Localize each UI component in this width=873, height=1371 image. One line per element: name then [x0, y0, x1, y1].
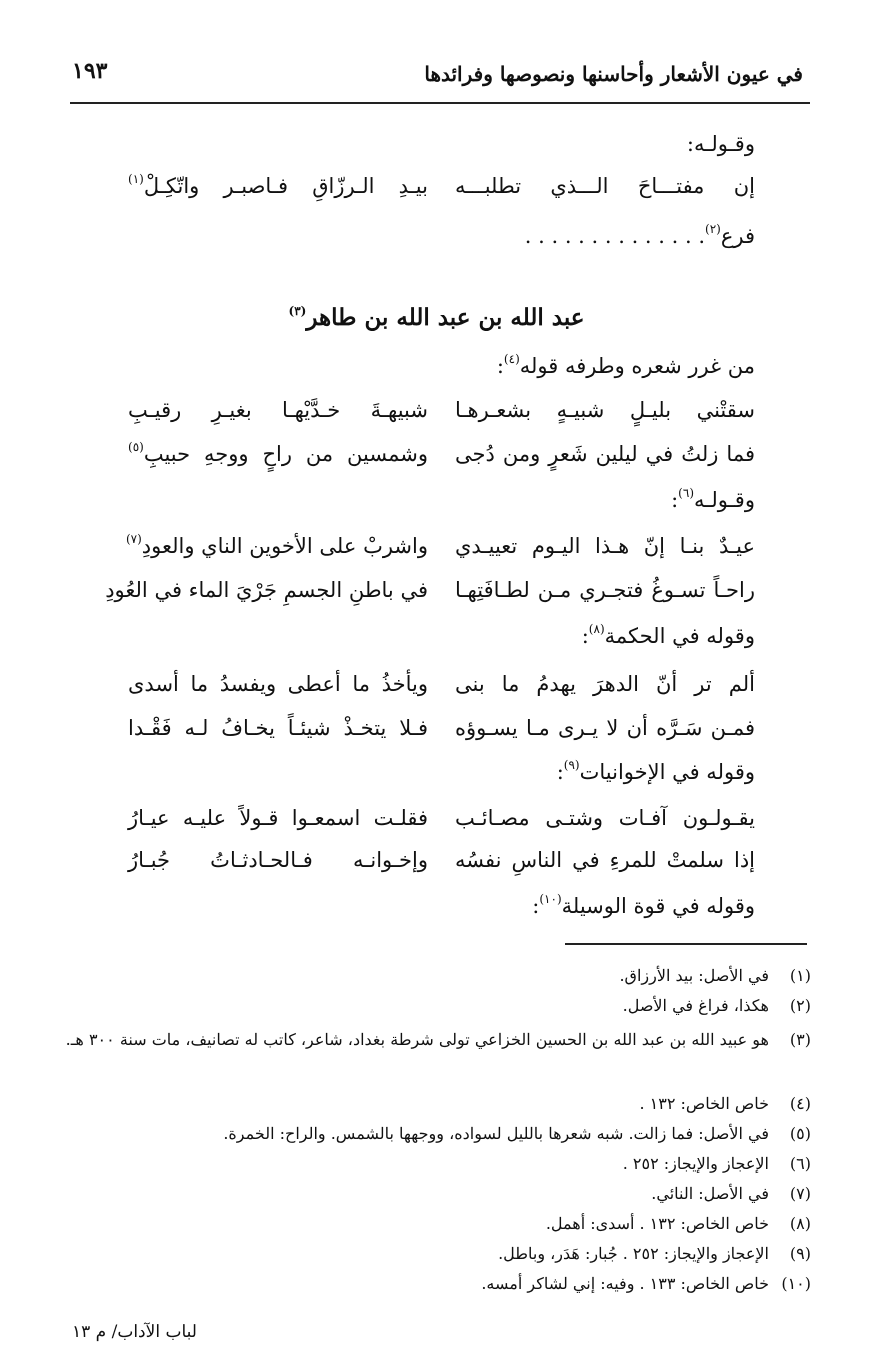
footnote-number: (٤)	[789, 1094, 811, 1113]
intro-text: فرع	[720, 224, 755, 248]
footnote-ref: (٧)	[125, 532, 142, 546]
intro-line-7: وقوله في قوة الوسيلة$^{(١٠)}$:	[532, 892, 755, 918]
footnote-text: الإعجاز والإيجاز: ٢٥٢ .	[622, 1154, 769, 1173]
footnote-ref: (٩)	[563, 758, 580, 772]
verse-hemistich-left: فـلا يتخـذْ شيئـاً يخـافُ لـه فَقْـدا	[128, 716, 428, 740]
footnote-number: (٣)	[789, 1030, 811, 1049]
footnote-divider	[565, 943, 807, 945]
footnote-number: (١)	[789, 966, 811, 985]
intro-line-6: وقوله في الإخوانيات$^{(٩)}$:	[556, 758, 755, 784]
footnote-text: خاص الخاص: ١٣٣ . وفيه: إني لشاكر أمسه.	[481, 1274, 769, 1293]
running-header-title: في عيون الأشعار وأحاسنها ونصوصها وفرائدها	[424, 62, 803, 86]
verse-hemistich-left: وإخـوانـه فـالحـادثـاتُ جُبـارُ	[128, 848, 428, 872]
footnote-5	[61, 1124, 811, 1143]
intro-line-1	[75, 132, 755, 156]
footnote-4	[61, 1094, 811, 1113]
footnote-number: (٦)	[789, 1154, 811, 1173]
footnote-text: في الأصل: فما زالت. شبه شعرها بالليل لسواده، ووجهها بالشمس. والراح: الخمرة.	[223, 1124, 769, 1143]
verse-hemistich-left: واشربْ على الأخوين الناي والعودِ$^{(٧)}$	[125, 532, 428, 558]
verse-hemistich-left: وشمسين من راحٍ ووجهِ حبيبِ$^{(٥)}$	[128, 440, 428, 466]
footnote-6	[61, 1154, 811, 1173]
verse-hemistich-right: إن مفتـــاحَ الـــذي تطلبـــه	[455, 174, 755, 198]
footnote-number: (٧)	[789, 1184, 811, 1203]
footnote-ref: (١)	[128, 172, 144, 186]
header-divider	[70, 102, 810, 104]
footnote-text: هكذا، فراغ في الأصل.	[622, 996, 769, 1015]
verse-hemistich-left: بيـدِ الـرزّاقِ فـاصبـر واتّكِـلْ$^{(١)}$	[128, 172, 428, 198]
verse-hemistich-right: فما زلتُ في ليلين شَعرٍ ومن دُجى	[455, 442, 755, 466]
ellipsis-dots: . . . . . . . . . . . . . .	[524, 224, 706, 248]
footnote-8	[61, 1214, 811, 1233]
intro-line-5: وقوله في الحكمة$^{(٨)}$:	[581, 622, 755, 648]
footnote-ref: (٦)	[678, 486, 694, 500]
footnote-text: في الأصل: النائي.	[651, 1184, 769, 1203]
verse-hemistich-right: إذا سلمتْ للمرءِ في الناسِ نفسُه	[455, 848, 755, 872]
intro-line-3: من غرر شعره وطرفه قوله$^{(٤)}$:	[496, 352, 755, 378]
footnote-number: (١٠)	[781, 1274, 811, 1293]
intro-line-2	[75, 224, 755, 248]
footnote-7	[61, 1184, 811, 1203]
verse-hemistich-right: يقـولـون آفـات وشتـى مصـائـب	[455, 806, 755, 830]
verse-hemistich-right: ألم تر أنّ الدهرَ يهدمُ ما بنى	[455, 672, 755, 696]
verse-hemistich-left: في باطنِ الجسمِ جَرْيَ الماء في العُودِ	[105, 578, 428, 602]
footnote-number: (٢)	[789, 996, 811, 1015]
footnote-text: الإعجاز والإيجاز: ٢٥٢ . جُبار: هَدَر، وباطل.	[498, 1244, 769, 1263]
footnote-10	[61, 1274, 811, 1293]
verse-hemistich-left: ويأخذُ ما أعطى ويفسدُ ما أسدى	[128, 672, 428, 696]
verse-hemistich-right: سقتْني بليـلٍ شبيـهٍ بشعـرهـا	[455, 398, 755, 422]
section-title: عبد الله بن عبد الله بن طاهر$^{(٣)}$	[288, 304, 585, 331]
verse-hemistich-left: فقلـت اسمعـوا قـولاً عليـه عيـارُ	[128, 806, 428, 830]
verse-hemistich-right: راحـاً تسـوغُ فتجـري مـن لطـافَتِهـا	[455, 578, 755, 602]
verse-hemistich-right: عيـدٌ بنـا إنّ هـذا اليـوم تعييـدي	[455, 534, 755, 558]
intro-text: وقـولـه:	[686, 132, 755, 156]
footnote-number: (٨)	[789, 1214, 811, 1233]
verse-hemistich-right: فمـن سَـرَّه أن لا يـرى مـا يسـوؤه	[455, 716, 755, 740]
footnote-text: هو عبيد الله بن عبد الله بن الحسين الخزاعي تولى شرطة بغداد، شاعر، كاتب له تصانيف، مات سنة ٣٠٠ هـ.	[65, 1030, 769, 1049]
footnote-2	[61, 996, 811, 1015]
footnote-1	[61, 966, 811, 985]
footnote-9	[61, 1244, 811, 1263]
verse-hemistich-left: شبيهـةَ خـدَّيْهـا بغيـرِ رقيـبِ	[128, 398, 428, 422]
footnote-text: خاص الخاص: ١٣٢ . أسدى: أهمل.	[545, 1214, 769, 1233]
page-number: ١٩٣	[72, 58, 108, 84]
footnote-3	[61, 1026, 811, 1054]
footnote-text: خاص الخاص: ١٣٢ .	[639, 1094, 769, 1113]
footnote-ref: (٢)	[705, 222, 721, 236]
footnote-number: (٥)	[789, 1124, 811, 1143]
footnote-ref: (٣)	[288, 304, 307, 318]
footnote-number: (٩)	[789, 1244, 811, 1263]
footnote-ref: (٤)	[503, 352, 520, 366]
footnote-text: في الأصل: بيد الأرزاق.	[619, 966, 769, 985]
footnote-ref: (٥)	[128, 440, 144, 454]
footnote-ref: (٨)	[588, 622, 605, 636]
footnote-ref: (١٠)	[539, 892, 562, 906]
intro-line-4: وقـولـه$^{(٦)}$:	[671, 486, 755, 512]
print-signature: لباب الآداب/ م ١٣	[72, 1322, 197, 1342]
